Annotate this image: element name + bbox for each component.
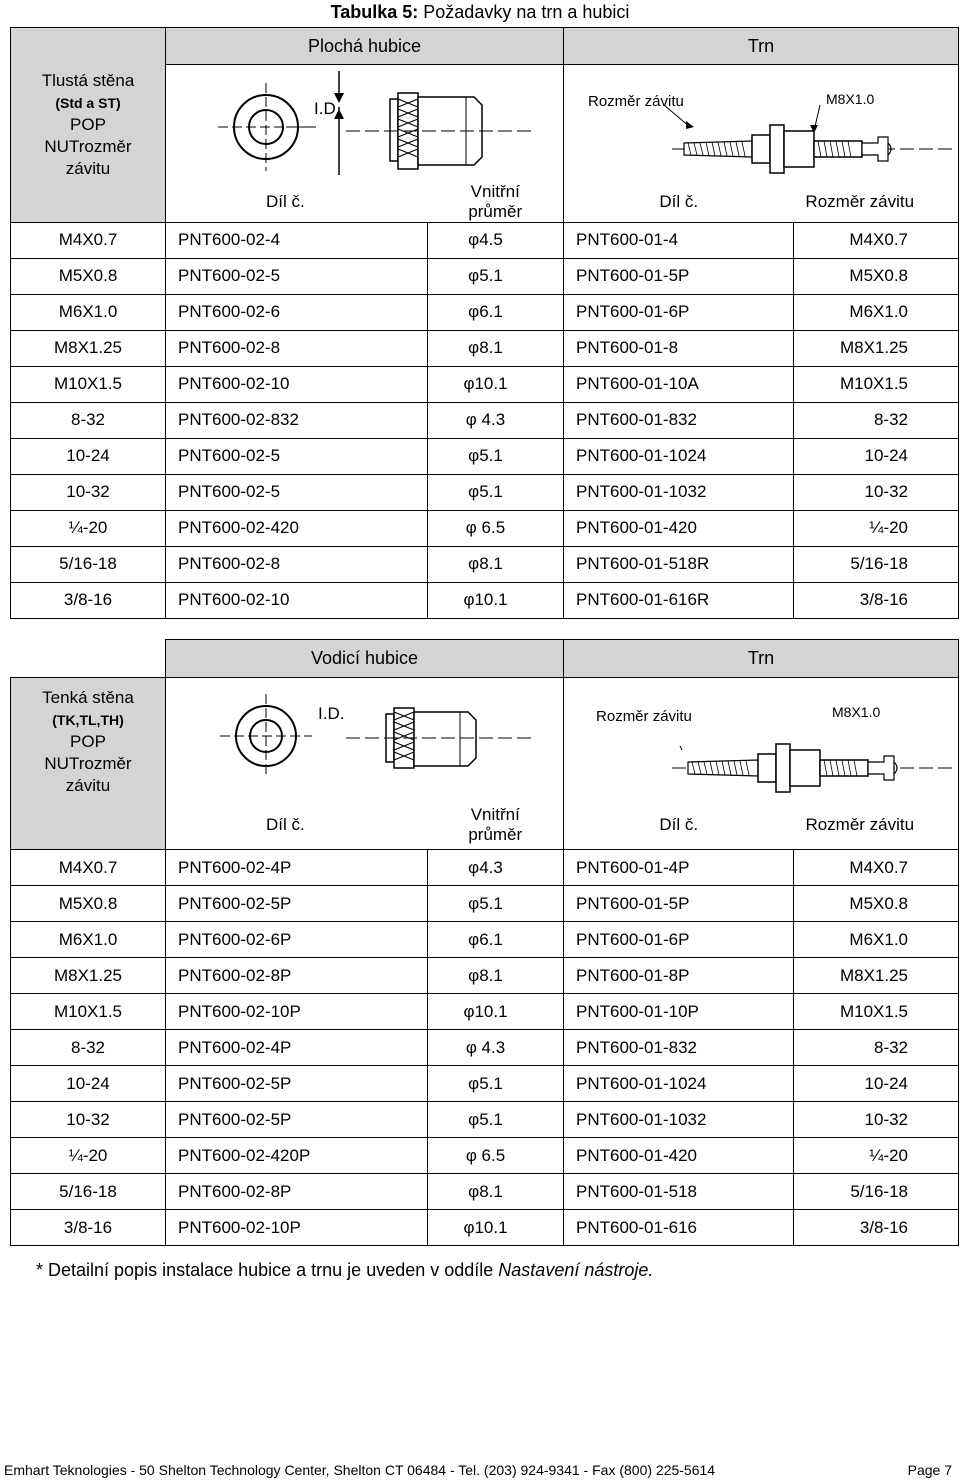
header-line: Tlustá stěna [41, 70, 135, 90]
nozzle-part-cell: PNT600-02-10 [166, 366, 428, 402]
inner-diameter-cell: φ10.1 [428, 994, 564, 1030]
mandrel-part-cell: PNT600-01-518R [564, 546, 794, 582]
thread-size-cell: 3/8-16 [11, 1210, 166, 1246]
thread-size-cell: M10X1.5 [11, 994, 166, 1030]
col-part-number-text: Díl č. [266, 815, 305, 835]
mandrel-thread-cell: 10-32 [794, 474, 959, 510]
mandrel-thread-cell: M6X1.0 [794, 922, 959, 958]
mandrel-thread-cell: 8-32 [794, 402, 959, 438]
col-part-number-label [166, 802, 428, 850]
nozzle-part-cell: PNT600-02-5 [166, 258, 428, 294]
mandrel-thread-cell: M6X1.0 [794, 294, 959, 330]
table-thick-wall [10, 27, 959, 619]
mandrel-part-cell: PNT600-01-5P [564, 258, 794, 294]
thread-size-cell: M5X0.8 [11, 886, 166, 922]
table-row [11, 582, 959, 618]
mandrel-part-cell: PNT600-01-1024 [564, 438, 794, 474]
mandrel-part-cell: PNT600-01-10P [564, 994, 794, 1030]
inner-diameter-cell: φ 6.5 [428, 510, 564, 546]
header-line: NUTrozměr [44, 753, 132, 773]
inner-diameter-cell: φ5.1 [428, 1102, 564, 1138]
table-row [11, 546, 959, 582]
mandrel-part-cell: PNT600-01-616R [564, 582, 794, 618]
guide-nozzle-diagram-cell [166, 678, 564, 802]
table-caption [0, 0, 960, 24]
table-row [11, 922, 959, 958]
thread-size-cell: 8-32 [11, 402, 166, 438]
mandrel-thread-cell: 10-32 [794, 1102, 959, 1138]
table-row [11, 1102, 959, 1138]
mandrel-part-cell: PNT600-01-8 [564, 330, 794, 366]
footnote-link-text: Nastavení nástroje. [498, 1260, 654, 1280]
nozzle-part-cell: PNT600-02-5 [166, 474, 428, 510]
col-inner-diameter-label [428, 802, 564, 850]
inner-diameter-cell: φ10.1 [428, 582, 564, 618]
nozzle-diagram-cell [166, 65, 564, 182]
header-line: Tenká stěna [42, 687, 134, 707]
inner-diameter-cell: φ 4.3 [428, 402, 564, 438]
nozzle-part-cell: PNT600-02-5P [166, 1066, 428, 1102]
header-line: POP [70, 731, 106, 751]
mandrel-part-cell: PNT600-01-616 [564, 1210, 794, 1246]
mandrel-thread-cell: M8X1.25 [794, 330, 959, 366]
thread-size-label: Rozměr závitu [596, 708, 692, 725]
thread-size-cell: 5/16-18 [11, 1174, 166, 1210]
inner-diameter-cell: φ8.1 [428, 958, 564, 994]
m8-label: M8X1.0 [832, 704, 881, 720]
table-row [11, 402, 959, 438]
guide-nozzle-diagram [166, 678, 564, 802]
nozzle-part-cell: PNT600-02-6P [166, 922, 428, 958]
thread-size-cell: ¼-20 [11, 510, 166, 546]
table-row [11, 510, 959, 546]
page-number: Page 7 [907, 1462, 952, 1478]
inner-diameter-line: průměr [468, 825, 523, 845]
mandrel-part-cell: PNT600-01-1024 [564, 1066, 794, 1102]
col-thread-size-label [794, 182, 959, 223]
thread-size-cell: M8X1.25 [11, 330, 166, 366]
nozzle-part-cell: PNT600-02-832 [166, 402, 428, 438]
header-line: (TK,TL,TH) [52, 711, 124, 728]
mandrel-thread-cell: 10-24 [794, 438, 959, 474]
mandrel-thread-cell: 3/8-16 [794, 1210, 959, 1246]
inner-diameter-cell: φ4.5 [428, 222, 564, 258]
mandrel-part-cell: PNT600-01-10A [564, 366, 794, 402]
inner-diameter-cell: φ10.1 [428, 1210, 564, 1246]
mandrel-diagram-cell [564, 678, 959, 802]
table-row [11, 294, 959, 330]
inner-diameter-cell: φ6.1 [428, 294, 564, 330]
mandrel-part-cell: PNT600-01-1032 [564, 474, 794, 510]
footnote [36, 1260, 653, 1281]
thread-size-cell: 10-32 [11, 474, 166, 510]
id-label: I.D. [314, 99, 341, 118]
inner-diameter-cell: φ 4.3 [428, 1030, 564, 1066]
mandrel-diagram [564, 678, 958, 802]
col-thread-size-label [794, 802, 959, 850]
nozzle-part-cell: PNT600-02-4P [166, 1030, 428, 1066]
header-line: závitu [65, 158, 111, 178]
col-thread-size-text: Rozměr závitu [805, 191, 915, 211]
page-footer [4, 1462, 952, 1478]
table-row [11, 958, 959, 994]
nozzle-part-cell: PNT600-02-8P [166, 1174, 428, 1210]
table-row [11, 850, 959, 886]
mandrel-part-cell: PNT600-01-832 [564, 402, 794, 438]
nozzle-part-cell: PNT600-02-10P [166, 1210, 428, 1246]
nozzle-part-cell: PNT600-02-420P [166, 1138, 428, 1174]
mandrel-part-cell: PNT600-01-420 [564, 510, 794, 546]
table-row [11, 330, 959, 366]
mandrel-part-cell: PNT600-01-6P [564, 294, 794, 330]
thread-size-cell: 8-32 [11, 1030, 166, 1066]
thread-size-cell: M8X1.25 [11, 958, 166, 994]
inner-diameter-cell: φ8.1 [428, 1174, 564, 1210]
mandrel-thread-cell: M4X0.7 [794, 850, 959, 886]
thread-size-cell: M6X1.0 [11, 294, 166, 330]
nozzle-part-cell: PNT600-02-4 [166, 222, 428, 258]
nozzle-part-cell: PNT600-02-4P [166, 850, 428, 886]
id-label: I.D. [318, 704, 345, 723]
mandrel-thread-cell: M4X0.7 [794, 222, 959, 258]
mandrel-thread-cell: M5X0.8 [794, 886, 959, 922]
table-row [11, 366, 959, 402]
mandrel-header: Trn [564, 28, 959, 65]
nozzle-part-cell: PNT600-02-5P [166, 1102, 428, 1138]
footer-address: Emhart Teknologies - 50 Shelton Technology Center, Shelton CT 06484 - Tel. (203) 924-9341 - Fax (800) 225-5614 [4, 1462, 716, 1478]
inner-diameter-cell: φ4.3 [428, 850, 564, 886]
nozzle-part-cell: PNT600-02-5 [166, 438, 428, 474]
mandrel-part-cell: PNT600-01-420 [564, 1138, 794, 1174]
mandrel-part-cell: PNT600-01-6P [564, 922, 794, 958]
table-row [11, 438, 959, 474]
mandrel-diagram-cell [564, 65, 959, 182]
mandrel-thread-cell: 5/16-18 [794, 1174, 959, 1210]
thread-size-cell: M5X0.8 [11, 258, 166, 294]
thread-size-cell: 10-24 [11, 1066, 166, 1102]
nozzle-part-cell: PNT600-02-8 [166, 546, 428, 582]
caption-bold: Tabulka 5: [330, 2, 419, 22]
thread-size-cell: M4X0.7 [11, 222, 166, 258]
col-mandrel-part-label: Díl č. [564, 182, 794, 223]
table-body [11, 850, 959, 1246]
mandrel-diagram [564, 65, 958, 182]
mandrel-thread-cell: M5X0.8 [794, 258, 959, 294]
thick-wall-header [11, 28, 166, 223]
inner-diameter-line: Vnitřní [470, 805, 520, 825]
nozzle-part-cell: PNT600-02-10P [166, 994, 428, 1030]
table-body [11, 222, 959, 618]
header-line: NUTrozměr [44, 136, 132, 156]
col-part-number-label [166, 182, 428, 223]
mandrel-part-cell: PNT600-01-1032 [564, 1102, 794, 1138]
thread-size-cell: ¼-20 [11, 1138, 166, 1174]
mandrel-thread-cell: 8-32 [794, 1030, 959, 1066]
header-line: závitu [65, 775, 111, 795]
col-part-number-text: Díl č. [266, 191, 305, 211]
col-mandrel-part-label: Díl č. [564, 802, 794, 850]
table-row [11, 1174, 959, 1210]
thread-size-cell: M10X1.5 [11, 366, 166, 402]
mandrel-thread-cell: ¼-20 [794, 1138, 959, 1174]
mandrel-thread-cell: M10X1.5 [794, 366, 959, 402]
nozzle-part-cell: PNT600-02-420 [166, 510, 428, 546]
inner-diameter-cell: φ5.1 [428, 1066, 564, 1102]
mandrel-thread-cell: 10-24 [794, 1066, 959, 1102]
mandrel-part-cell: PNT600-01-8P [564, 958, 794, 994]
mandrel-thread-cell: M10X1.5 [794, 994, 959, 1030]
header-line: (Std a ST) [55, 94, 121, 111]
nozzle-part-cell: PNT600-02-8 [166, 330, 428, 366]
table-thin-wall [10, 639, 959, 1246]
mandrel-thread-cell: ¼-20 [794, 510, 959, 546]
thin-wall-header [11, 678, 166, 850]
table-row [11, 1138, 959, 1174]
inner-diameter-cell: φ8.1 [428, 330, 564, 366]
table-row [11, 1210, 959, 1246]
inner-diameter-line: Vnitřní [470, 181, 520, 201]
table-row [11, 258, 959, 294]
mandrel-thread-cell: M8X1.25 [794, 958, 959, 994]
thread-size-cell: 10-24 [11, 438, 166, 474]
inner-diameter-cell: φ10.1 [428, 366, 564, 402]
col-thread-size-text: Rozměr závitu [805, 815, 915, 835]
nozzle-part-cell: PNT600-02-10 [166, 582, 428, 618]
inner-diameter-cell: φ6.1 [428, 922, 564, 958]
thread-size-cell: 10-32 [11, 1102, 166, 1138]
table-row [11, 1066, 959, 1102]
inner-diameter-cell: φ5.1 [428, 258, 564, 294]
inner-diameter-cell: φ5.1 [428, 886, 564, 922]
nozzle-header: Plochá hubice [166, 28, 564, 65]
thread-size-cell: M4X0.7 [11, 850, 166, 886]
footnote-text: * Detailní popis instalace hubice a trnu je uveden v oddíle [36, 1260, 499, 1280]
inner-diameter-cell: φ 6.5 [428, 1138, 564, 1174]
mandrel-part-cell: PNT600-01-518 [564, 1174, 794, 1210]
inner-diameter-cell: φ5.1 [428, 474, 564, 510]
mandrel-header: Trn [564, 640, 959, 678]
guide-nozzle-header: Vodicí hubice [166, 640, 564, 678]
inner-diameter-cell: φ8.1 [428, 546, 564, 582]
mandrel-part-cell: PNT600-01-4P [564, 850, 794, 886]
thread-size-cell: 5/16-18 [11, 546, 166, 582]
empty-corner [11, 640, 166, 678]
table-row [11, 474, 959, 510]
header-line: POP [70, 114, 106, 134]
nozzle-part-cell: PNT600-02-5P [166, 886, 428, 922]
thread-size-label: Rozměr závitu [588, 93, 684, 110]
thread-size-cell: 3/8-16 [11, 582, 166, 618]
nozzle-part-cell: PNT600-02-6 [166, 294, 428, 330]
m8-label: M8X1.0 [826, 91, 875, 107]
inner-diameter-cell: φ5.1 [428, 438, 564, 474]
nozzle-diagram [166, 65, 564, 182]
table-row [11, 994, 959, 1030]
table-row [11, 1030, 959, 1066]
table-row [11, 886, 959, 922]
mandrel-thread-cell: 3/8-16 [794, 582, 959, 618]
table-row [11, 222, 959, 258]
mandrel-part-cell: PNT600-01-5P [564, 886, 794, 922]
mandrel-thread-cell: 5/16-18 [794, 546, 959, 582]
nozzle-part-cell: PNT600-02-8P [166, 958, 428, 994]
inner-diameter-line: průměr [468, 201, 523, 221]
thread-size-cell: M6X1.0 [11, 922, 166, 958]
mandrel-part-cell: PNT600-01-832 [564, 1030, 794, 1066]
caption-text: Požadavky na trn a hubici [418, 2, 630, 22]
col-inner-diameter-label [428, 182, 564, 223]
mandrel-part-cell: PNT600-01-4 [564, 222, 794, 258]
